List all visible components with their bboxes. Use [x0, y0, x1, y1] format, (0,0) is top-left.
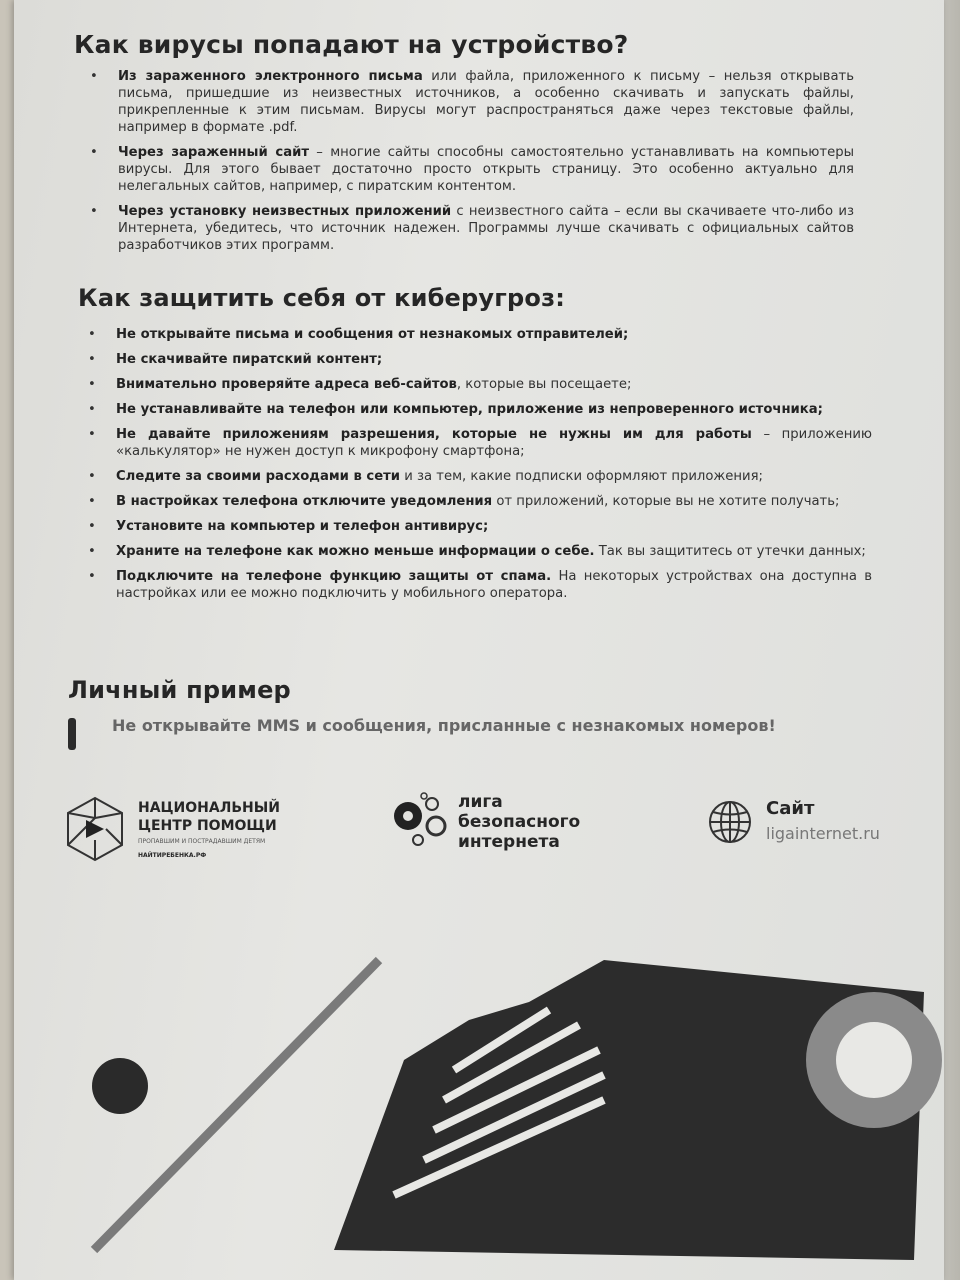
- list-item: • Внимательно проверяйте адреса веб-сайтов, которые вы посещаете;: [82, 376, 872, 393]
- site-url[interactable]: ligainternet.ru: [766, 824, 880, 843]
- decorative-graphic: [14, 950, 944, 1280]
- site-label: Сайт: [766, 798, 815, 819]
- section1-title: Как вирусы попадают на устройство?: [74, 30, 629, 59]
- list-item: • Не открывайте письма и сообщения от незнакомых отправителей;: [82, 326, 872, 343]
- liga-logo-icon: [390, 790, 452, 852]
- globe-icon: [708, 800, 752, 844]
- list-item: • Подключите на телефоне функцию защиты от спама. На некоторых устройствах она доступна в настройках или ее можно подключить у мобильного оператора.: [82, 568, 872, 602]
- list-item: • В настройках телефона отключите уведомления от приложений, которые вы не хотите получать;: [82, 493, 872, 510]
- section2-title: Как защитить себя от киберугроз:: [78, 284, 566, 312]
- section2-list: [82, 326, 872, 610]
- liga-line3: интернета: [458, 832, 560, 852]
- section3-title: Личный пример: [68, 676, 291, 704]
- liga-line1: лига: [458, 792, 503, 812]
- leaflet-page: [14, 0, 944, 1280]
- ncp-line2: ЦЕНТР ПОМОЩИ: [138, 818, 277, 834]
- list-item: • Не устанавливайте на телефон или компьютер, приложение из непроверенного источника;: [82, 401, 872, 418]
- list-item: • Не давайте приложениям разрешения, которые не нужны им для работы – приложению «калькулятор» не нужен доступ к микрофону смартфона;: [82, 426, 872, 460]
- list-item: • Следите за своими расходами в сети и за тем, какие подписки оформляют приложения;: [82, 468, 872, 485]
- list-item: • Установите на компьютер и телефон антивирус;: [82, 518, 872, 535]
- list-item: • Не скачивайте пиратский контент;: [82, 351, 872, 368]
- quote-text: Не открывайте MMS и сообщения, присланные с незнакомых номеров!: [112, 716, 776, 735]
- ncp-line1: НАЦИОНАЛЬНЫЙ: [138, 800, 280, 816]
- section1-list: [84, 68, 854, 262]
- liga-line2: безопасного: [458, 812, 581, 832]
- ncp-line3: ПРОПАВШИМ И ПОСТРАДАВШИМ ДЕТЯМ: [138, 838, 266, 845]
- list-item: • Через зараженный сайт – многие сайты способны самостоятельно устанавливать на компьютеры вирусы. Для этого бывает достаточно просто открыть страницу. Это особенно актуально для нелегальных сайтов, например, с пиратским контентом.: [84, 144, 854, 195]
- list-item: • Храните на телефоне как можно меньше информации о себе. Так вы защититесь от утечки данных;: [82, 543, 872, 560]
- ncp-logo-icon: [64, 796, 126, 862]
- ncp-line4: НАЙТИРЕБЕНКА.РФ: [138, 852, 207, 859]
- list-item: • Из зараженного электронного письма или файла, приложенного к письму – нельзя открывать письма, пришедшие из неизвестных источников, а особенно скачивать и запускать файлы, прикрепленные к этим письмам. Вирусы могут распространяться даже через текстовые файлы, например в формате .pdf.: [84, 68, 854, 136]
- quote-bar: [68, 718, 76, 750]
- list-item: • Через установку неизвестных приложений с неизвестного сайта – если вы скачиваете что-либо из Интернета, убедитесь, что источник надежен. Программы лучше скачивать с официальных сайтов разработчиков этих программ.: [84, 203, 854, 254]
